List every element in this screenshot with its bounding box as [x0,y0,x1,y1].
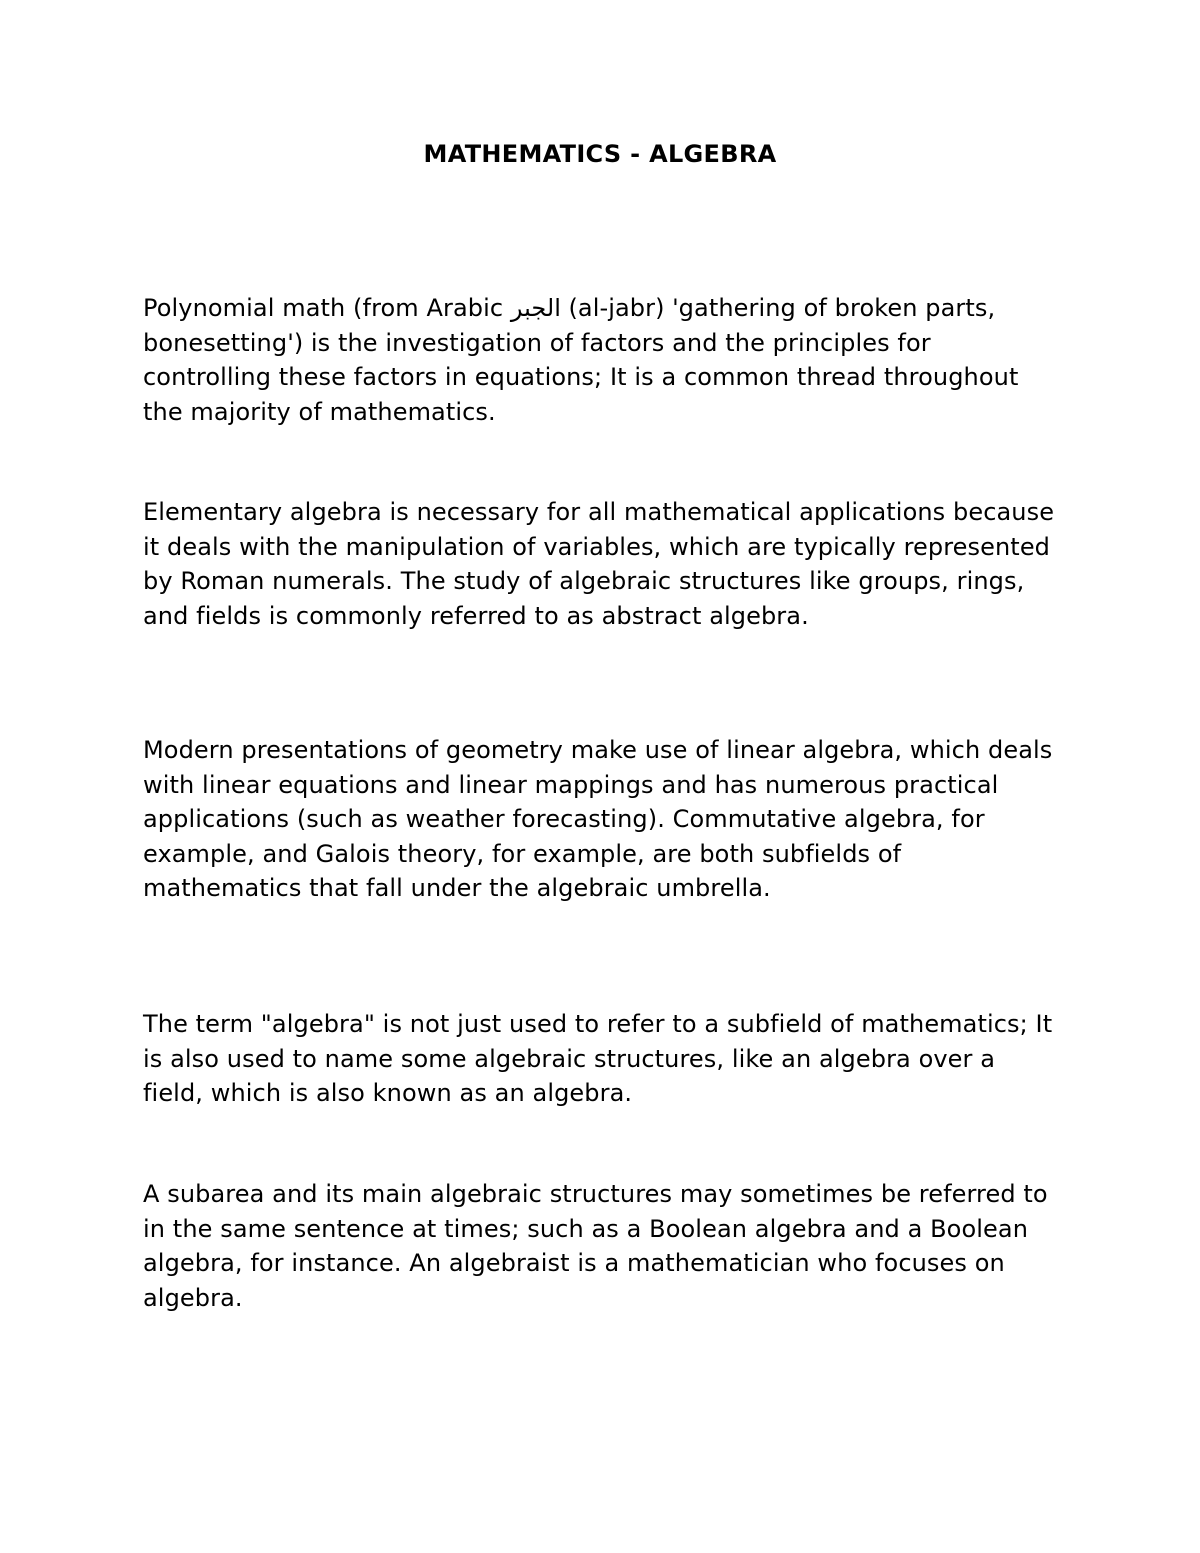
document-title: MATHEMATICS - ALGEBRA [423,140,777,168]
paragraph-4: The term "algebra" is not just used to refer to a subfield of mathematics; It is also used to name some algebraic structures, like an algebra over a field, which is also known as an algebra. [143,1010,1053,1107]
paragraph-5: A subarea and its main algebraic structures may sometimes be referred to in the same sentence at times; such as a Boolean algebra and a Boolean algebra, for instance. An algebraist is a mathematician who focuses on algebra. [143,1180,1048,1312]
paragraph-3: Modern presentations of geometry make use of linear algebra, which deals with linear equations and linear mappings and has numerous practical applications (such as weather forecasting). Commutative algebra, for example, and Galois theory, for example, are both subfields of mathematics that fall under the algebraic umbrella. [143,736,1053,902]
paragraph-2: Elementary algebra is necessary for all mathematical applications because it deals with the manipulation of variables, which are typically represented by Roman numerals. The study of algebraic structures like groups, rings, and fields is commonly referred to as abstract algebra. [143,498,1055,630]
paragraph-1: Polynomial math (from Arabic الجبر (al-jabr) 'gathering of broken parts, bonesetting') is the investigation of factors and the principles for controlling these factors in equations; It is a common thread throughout the majority of mathematics. [143,294,1019,426]
